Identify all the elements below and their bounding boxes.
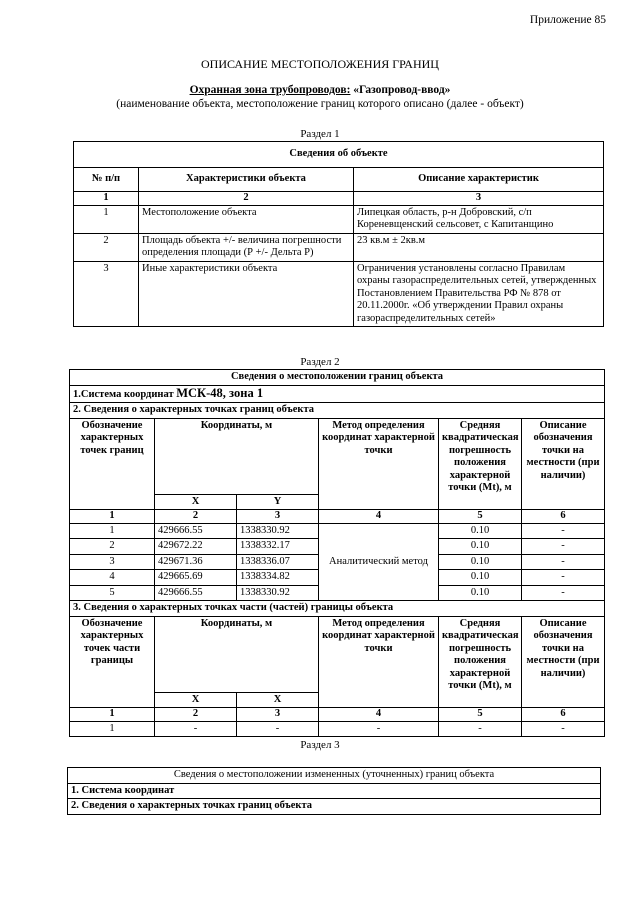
s1-colnum-1: 1 [74,192,139,206]
section1-caption: Раздел 1 [300,128,340,140]
part-point-method: - [319,721,439,737]
point-id: 4 [70,570,155,586]
s1-colnum-3: 3 [354,192,604,206]
colnum-1: 1 [70,510,155,524]
point-x: 429666.55 [155,523,237,539]
points-header: 2. Сведения о характерных точках границ объекта [70,403,605,419]
part-point-y: - [237,721,319,737]
col-method: Метод определения координат характерной точки [319,418,439,510]
col-coordinates: Координаты, м [155,418,319,494]
section3-table [67,767,601,815]
point-y: 1338330.92 [237,523,319,539]
col-part-x: X [155,692,237,708]
part-colnum-6: 6 [522,708,605,722]
col-part-y: X [237,692,319,708]
section3-coord-system: 1. Система координат [68,783,601,799]
colnum-4: 4 [319,510,439,524]
point-y: 1338334.82 [237,570,319,586]
section3-header: Сведения о местоположении измененных (уточненных) границ объекта [68,768,601,784]
col-error: Средняя квадратическая погрешность положения характерной точки (Mt), м [439,418,522,510]
col-part-method: Метод определения координат характерной точки [319,616,439,708]
point-y: 1338332.17 [237,539,319,555]
col-part-point-id: Обозначение характерных точек части границы [70,616,155,708]
coord-system-row [70,385,605,403]
col-y: Y [237,494,319,510]
col-part-coordinates: Координаты, м [155,616,319,692]
point-error: 0.10 [439,539,522,555]
point-error: 0.10 [439,554,522,570]
part-colnum-1: 1 [70,708,155,722]
coord-system-value: МСК-48, зона 1 [176,385,264,400]
col-part-error: Средняя квадратическая погрешность положения характерной точки (Mt), м [439,616,522,708]
row-number: 3 [74,261,139,327]
section2-table [69,369,605,737]
point-x: 429672.22 [155,539,237,555]
row-description: Липецкая область, р-н Добровский, с/п Кореневщенский сельсовет, с Капитанщино [354,205,604,233]
row-number: 1 [74,205,139,233]
table-row [74,261,604,327]
point-id: 3 [70,554,155,570]
part-points-header: 3. Сведения о характерных точках части (частей) границы объекта [70,601,605,617]
point-id: 2 [70,539,155,555]
point-method: Аналитический метод [319,523,439,601]
table-row [70,523,605,539]
point-error: 0.10 [439,585,522,601]
colnum-5: 5 [439,510,522,524]
object-name: «Газопровод-ввод» [353,84,451,96]
row-description: Ограничения установлены согласно Правилам охраны газораспределительных сетей, утвержденных Постановлением Правительства РФ № 878 от 20.11.2000г. «Об утверждении Правил охраны газораспределительных сетей» [354,261,604,327]
point-error: 0.10 [439,523,522,539]
s1-colnum-2: 2 [139,192,354,206]
object-line [0,84,640,96]
point-x: 429665.69 [155,570,237,586]
table-row [70,721,605,737]
table-row [74,205,604,233]
s1-col-desc: Описание характеристик [354,168,604,192]
point-x: 429671.36 [155,554,237,570]
part-colnum-3: 3 [237,708,319,722]
colnum-2: 2 [155,510,237,524]
point-id: 5 [70,585,155,601]
section3-caption: Раздел 3 [300,739,340,751]
row-description: 23 кв.м ± 2кв.м [354,233,604,261]
s1-col-num: № п/п [74,168,139,192]
point-desc: - [522,585,605,601]
col-location-desc: Описание обозначения точки на местности (при наличии) [522,418,605,510]
section2-caption: Раздел 2 [300,356,340,368]
page-title: ОПИСАНИЕ МЕСТОПОЛОЖЕНИЯ ГРАНИЦ [201,57,439,71]
table-row [74,233,604,261]
point-desc: - [522,523,605,539]
part-colnum-4: 4 [319,708,439,722]
section1-header: Сведения об объекте [74,142,604,168]
coord-system-label: 1.Система координат [73,388,174,400]
part-colnum-2: 2 [155,708,237,722]
col-point-id: Обозначение характерных точек границ [70,418,155,510]
object-type: Охранная зона трубопроводов: [189,84,351,96]
object-subtitle: (наименование объекта, местоположение границ которого описано (далее - объект) [116,98,524,110]
point-y: 1338336.07 [237,554,319,570]
row-number: 2 [74,233,139,261]
row-characteristic: Иные характеристики объекта [139,261,354,327]
point-x: 429666.55 [155,585,237,601]
point-desc: - [522,554,605,570]
col-x: X [155,494,237,510]
colnum-6: 6 [522,510,605,524]
part-point-x: - [155,721,237,737]
part-point-desc: - [522,721,605,737]
section3-points: 2. Сведения о характерных точках границ объекта [68,799,601,815]
colnum-3: 3 [237,510,319,524]
part-point-id: 1 [70,721,155,737]
point-id: 1 [70,523,155,539]
col-part-location-desc: Описание обозначения точки на местности (при наличии) [522,616,605,708]
row-characteristic: Площадь объекта +/- величина погрешности определения площади (Р +/- Дельта Р) [139,233,354,261]
section1-table [73,141,604,327]
point-y: 1338330.92 [237,585,319,601]
appendix-label: Приложение 85 [529,14,606,26]
part-colnum-5: 5 [439,708,522,722]
section2-header: Сведения о местоположении границ объекта [70,370,605,386]
point-desc: - [522,539,605,555]
part-point-error: - [439,721,522,737]
row-characteristic: Местоположение объекта [139,205,354,233]
s1-col-name: Характеристики объекта [139,168,354,192]
point-desc: - [522,570,605,586]
point-error: 0.10 [439,570,522,586]
